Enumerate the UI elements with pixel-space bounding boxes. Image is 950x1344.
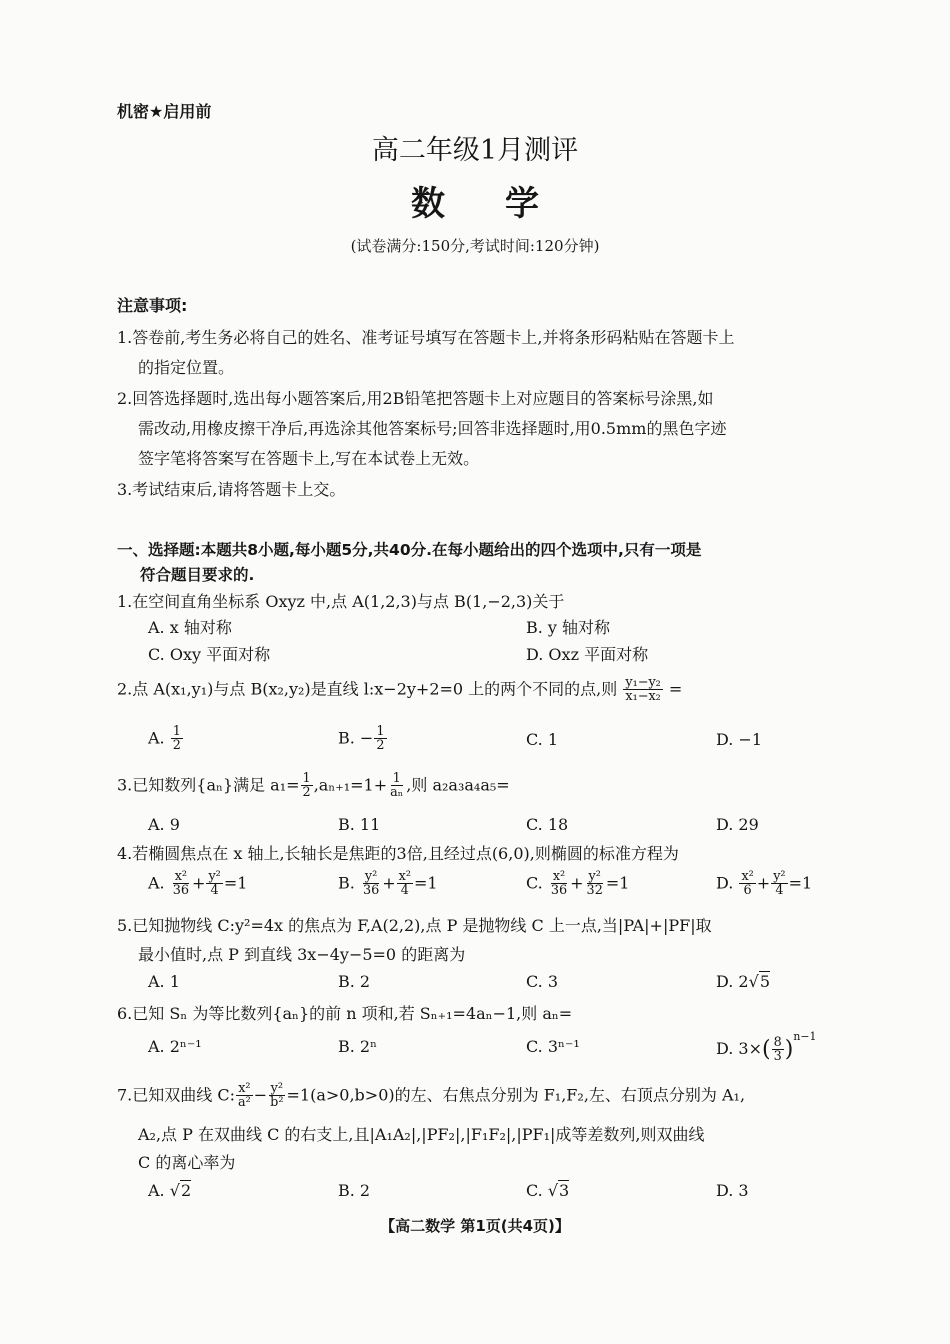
q2-option-a-label: A. (148, 728, 170, 748)
q2-option-a (148, 725, 184, 753)
question-7-line1: 7.已知双曲线 C: $\frac{\text{x²}}{\text{a²}}$ − $\frac{\text{y²}}{\text{b²}}$ =1(a>0,b>0)的左、右焦点分别为 F₁,F₂,左、右顶点分别为 A₁, (117, 1081, 746, 1111)
q7-f1-den: a² (238, 1095, 251, 1111)
q3-option-d: D. 29 (716, 815, 759, 834)
q2-option-b-label: B. − (338, 728, 374, 748)
section-heading: 一、选择题:本题共8小题,每小题5分,共40分.在每小题给出的四个选项中,只有一项是 (117, 541, 702, 559)
notice-line: 签字笔将答案写在答题卡上,写在本试卷上无效。 (138, 449, 480, 468)
q3-stem-c: ,则 a₂a₃a₄a₅= (406, 775, 510, 795)
q1-option-c: C. Oxy 平面对称 (148, 645, 271, 664)
q2-a-den: 2 (172, 738, 181, 754)
q3-option-b: B. 11 (338, 815, 381, 834)
q2-a-num: 1 (172, 724, 181, 739)
q4-option-d: D. $\frac{\text{x²}}{6}$ + $\frac{\text{y²}}{4}$ =1 (716, 869, 813, 899)
q6-option-c: C. 3ⁿ⁻¹ (526, 1037, 580, 1056)
question-6-stem: 6.已知 Sₙ 为等比数列{aₙ}的前 n 项和,若 Sₙ₊₁=4aₙ−1,则 aₙ= (117, 1004, 573, 1023)
q7-f2-num: y² (270, 1081, 284, 1096)
q3-f1-den: 2 (302, 785, 311, 801)
q4-a-n2: y² (208, 869, 221, 884)
q5-d-radicand: 5 (759, 972, 770, 991)
notice-line: 3.考试结束后,请将答题卡上交。 (117, 480, 346, 499)
q3-option-c: C. 18 (526, 815, 569, 834)
q4-option-c: C. $\frac{\text{x²}}{36}$ + $\frac{\text{y²}}{32}$ =1 (526, 869, 630, 899)
q4-d-suffix: =1 (788, 873, 813, 893)
section-heading-cont: 符合题目要求的. (140, 566, 255, 584)
q6-d-den: 3 (773, 1049, 782, 1064)
q7-option-c: C. √3 (526, 1181, 570, 1200)
q6-d-exp: n−1 (793, 1030, 817, 1043)
q4-a-d2: 4 (210, 883, 219, 899)
notice-line: 需改动,用橡皮擦干净后,再选涂其他答案标号;回答非选择题时,用0.5mm的黑色字迹 (138, 419, 727, 438)
q4-b-suffix: =1 (414, 873, 438, 893)
q7-option-b: B. 2 (338, 1181, 371, 1200)
q7-a-label: A. (148, 1181, 170, 1200)
q3-option-a: A. 9 (148, 815, 180, 834)
page-footer: 【高二数学 第1页(共4页)】 (380, 1217, 570, 1235)
question-5-line2: 最小值时,点 P 到直线 3x−4y−5=0 的距离为 (138, 945, 466, 964)
q2-b-num: 1 (376, 724, 385, 739)
question-1-stem: 1.在空间直角坐标系 Oxyz 中,点 A(1,2,3)与点 B(1,−2,3)关于 (117, 592, 565, 611)
q4-c-d2: 32 (586, 883, 603, 899)
q6-option-a: A. 2ⁿ⁻¹ (148, 1037, 202, 1056)
q2-frac-num: y₁−y₂ (625, 675, 661, 690)
question-4-stem: 4.若椭圆焦点在 x 轴上,长轴长是焦距的3倍,且经过点(6,0),则椭圆的标准方程为 (117, 844, 679, 863)
q4-d-label: D. (716, 873, 739, 893)
q7-c-label: C. (526, 1181, 548, 1200)
exam-info: (试卷满分:150分,考试时间:120分钟) (350, 237, 600, 255)
q2-frac-den: x₁−x₂ (625, 689, 661, 705)
q2-stem-text: 2.点 A(x₁,y₁)与点 B(x₂,y₂)是直线 l:x−2y+2=0 上的两个不同的点,则 (117, 679, 618, 699)
q7-f1-num: x² (238, 1081, 251, 1096)
q4-d-n2: y² (773, 869, 786, 884)
q2-equals: = (668, 679, 683, 699)
q5-option-d: D. 2√5 (716, 972, 770, 991)
q2-option-d: D. −1 (716, 730, 763, 749)
notice-heading: 注意事项: (117, 296, 188, 315)
q1-option-d: D. Oxz 平面对称 (526, 645, 649, 664)
q7-option-d: D. 3 (716, 1181, 749, 1200)
q7-line1-a: 7.已知双曲线 C: (117, 1085, 235, 1105)
subject-title: 数学 (411, 184, 599, 224)
q4-c-d1: 36 (550, 883, 568, 899)
q1-option-a: A. x 轴对称 (148, 618, 232, 637)
q4-d-n1: x² (741, 869, 754, 884)
q6-option-b: B. 2ⁿ (338, 1037, 378, 1056)
q4-c-n2: y² (588, 869, 601, 884)
q4-c-suffix: =1 (605, 873, 630, 893)
question-3-stem (117, 772, 510, 800)
q3-stem-a: 3.已知数列{aₙ}满足 a₁= (117, 775, 300, 795)
q4-b-n2: x² (398, 869, 411, 884)
q4-option-a: A. $\frac{\text{x²}}{36}$ + $\frac{\text{y²}}{4}$ =1 (148, 869, 248, 899)
q6-option-d: D. 3×( $\frac{8}{3}$ )$^{n-1}$ (716, 1030, 817, 1064)
q7-line1-b: =1(a>0,b>0)的左、右焦点分别为 F₁,F₂,左、右顶点分别为 A₁, (286, 1085, 746, 1105)
q7-c-radicand: 3 (559, 1181, 570, 1200)
q6-d-num: 8 (773, 1034, 782, 1050)
q7-f2-den: b² (270, 1095, 284, 1111)
q3-f1-num: 1 (302, 771, 311, 786)
notice-line: 的指定位置。 (138, 358, 235, 377)
exam-title: 高二年级1月测评 (371, 135, 579, 166)
q4-d-d1: 6 (743, 883, 752, 899)
q4-a-n1: x² (174, 869, 188, 884)
q2-slope-fraction (623, 676, 662, 704)
q4-a-suffix: =1 (223, 873, 248, 893)
q5-option-c: C. 3 (526, 972, 559, 991)
q7-a-radicand: 2 (180, 1181, 192, 1200)
q5-d-label: D. 2 (716, 972, 749, 991)
q2-option-b (338, 725, 388, 753)
q4-b-d2: 4 (400, 883, 409, 899)
question-7-line2: A₂,点 P 在双曲线 C 的右支上,且|A₁A₂|,|PF₂|,|F₁F₂|,|PF₁|成等差数列,则双曲线 (138, 1125, 705, 1144)
q1-option-b: B. y 轴对称 (526, 618, 611, 637)
q4-b-label: B. (338, 873, 360, 893)
q2-option-c: C. 1 (526, 730, 559, 749)
confidential-label: 机密★启用前 (117, 102, 212, 121)
q2-b-den: 2 (376, 738, 385, 754)
q7-option-a: A. √2 (148, 1181, 192, 1200)
q4-c-n1: x² (552, 869, 566, 884)
q3-f2-den: aₙ (390, 785, 404, 801)
q3-f2-num: 1 (392, 771, 401, 786)
question-5-line1: 5.已知抛物线 C:y²=4x 的焦点为 F,A(2,2),点 P 是抛物线 C 上一点,当|PA|+|PF|取 (117, 916, 712, 935)
question-2-stem (117, 676, 682, 704)
q4-option-b: B. $\frac{\text{y²}}{36}$ + $\frac{\text{x²}}{4}$ =1 (338, 869, 438, 899)
q4-d-d2: 4 (775, 883, 784, 899)
notice-line: 2.回答选择题时,选出每小题答案后,用2B铅笔把答题卡上对应题目的答案标号涂黑,如 (117, 389, 714, 408)
q6-d-label: D. 3× (716, 1039, 763, 1058)
notice-line: 1.答卷前,考生务必将自己的姓名、准考证号填写在答题卡上,并将条形码粘贴在答题卡上 (117, 328, 735, 347)
q5-option-b: B. 2 (338, 972, 371, 991)
q4-a-d1: 36 (172, 883, 190, 899)
question-7-line3: C 的离心率为 (138, 1153, 236, 1172)
q3-stem-b: ,aₙ₊₁=1+ (313, 775, 388, 795)
q4-b-d1: 36 (362, 883, 380, 899)
q4-a-label: A. (148, 873, 170, 893)
q4-c-label: C. (526, 873, 548, 893)
q5-option-a: A. 1 (148, 972, 180, 991)
q4-b-n1: y² (364, 869, 378, 884)
